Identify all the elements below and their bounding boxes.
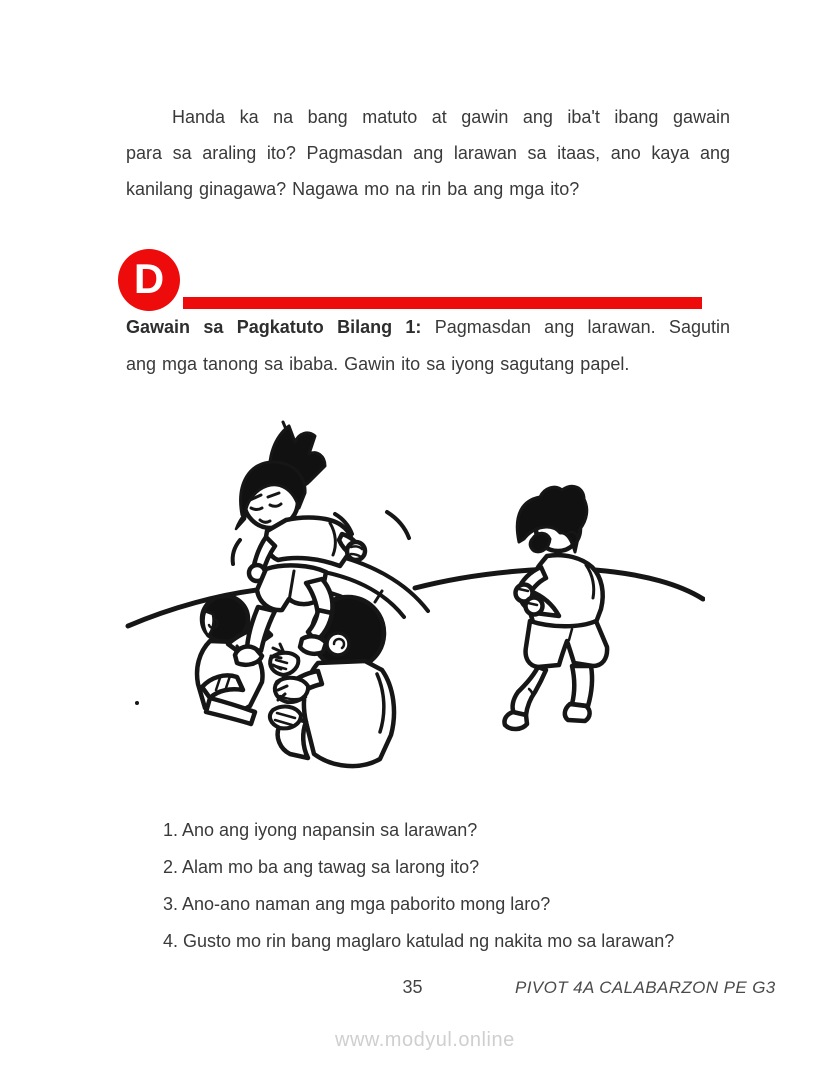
question-item-1: 1. Ano ang iyong napansin sa larawan? bbox=[163, 820, 478, 840]
stacked-feet-pile bbox=[270, 653, 308, 729]
intro-paragraph bbox=[126, 99, 730, 207]
question-item-3: 3. Ano-ano naman ang mga paborito mong laro? bbox=[163, 894, 551, 914]
page-number: 35 bbox=[402, 977, 423, 997]
section-divider-line bbox=[183, 297, 702, 309]
intro-line-1: Handa ka na bang matuto at gawin ang iba't ibang gawain bbox=[172, 107, 730, 127]
activity-title: Gawain sa Pagkatuto Bilang 1: bbox=[126, 317, 422, 337]
section-letter: D bbox=[133, 254, 165, 302]
question-item-2: 2. Alam mo ba ang tawag sa larong ito? bbox=[163, 857, 480, 877]
activity-line-2: ang mga tanong sa ibaba. Gawin ito sa iyong sagutang papel. bbox=[126, 354, 630, 374]
intro-line-3: kanilang ginagawa? Nagawa mo na rin ba ang mga ito? bbox=[126, 179, 580, 199]
activity-line-1 bbox=[126, 309, 730, 346]
intro-line-2: para sa araling ito? Pagmasdan ang larawan sa itaas, ano kaya ang bbox=[126, 143, 730, 163]
questions-list bbox=[163, 812, 763, 960]
watermark: www.modyul.online bbox=[335, 1029, 515, 1051]
standing-boy-figure bbox=[504, 486, 607, 729]
section-badge-circle bbox=[118, 249, 180, 311]
illustration-luksong-tinik bbox=[125, 420, 705, 780]
footer-module-label: PIVOT 4A CALABARZON PE G3 bbox=[515, 978, 776, 997]
activity-instructions bbox=[126, 309, 730, 383]
activity-line1-rest: Pagmasdan ang larawan. Sagutin bbox=[434, 317, 730, 337]
question-item-4: 4. Gusto mo rin bang maglaro katulad ng nakita mo sa larawan? bbox=[163, 931, 675, 951]
